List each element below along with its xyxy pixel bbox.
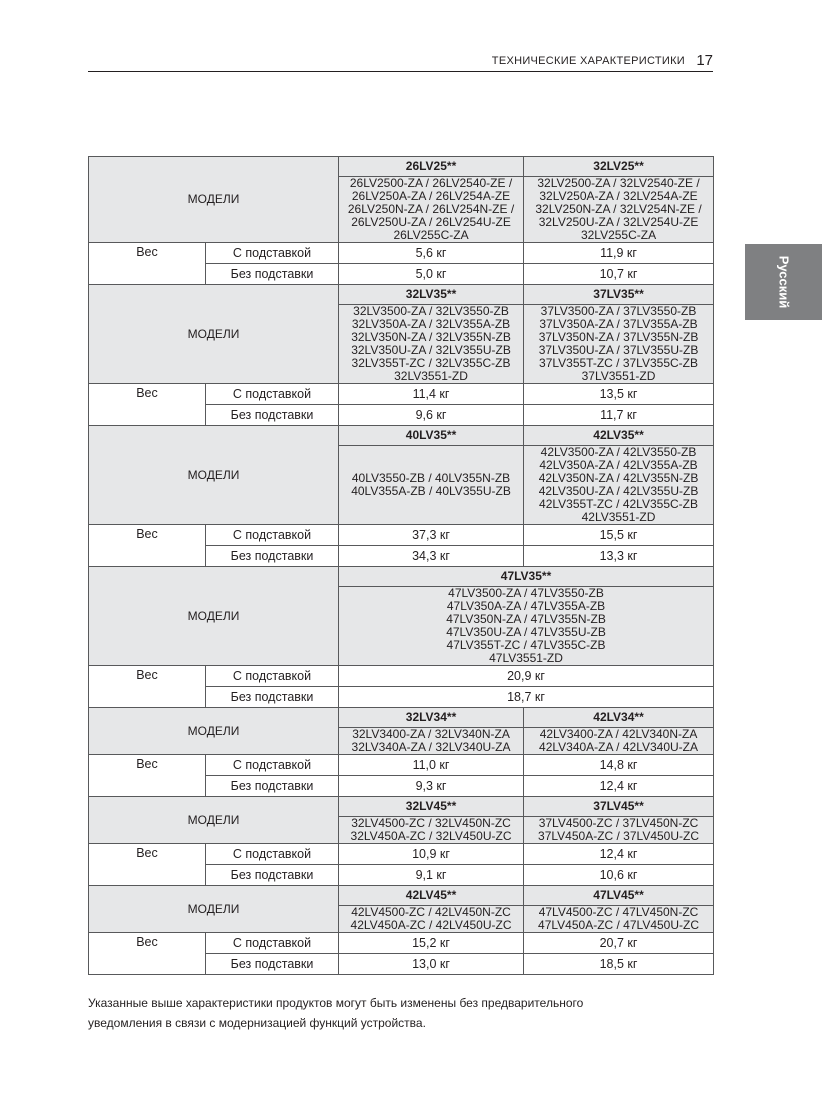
weight-value: 11,7 кг — [524, 405, 714, 426]
weight-value: 13,0 кг — [339, 954, 524, 975]
model-code: 32LV350A-ZA / 32LV355A-ZB — [351, 317, 511, 331]
weight-value: 20,7 кг — [524, 933, 714, 954]
model-list — [524, 305, 714, 384]
model-series-name: 40LV35** — [339, 426, 524, 446]
model-header-row — [89, 886, 714, 906]
with-stand-label: С подставкой — [206, 525, 339, 546]
model-list — [524, 446, 714, 525]
footnote-line: Указанные выше характеристики продуктов могут быть изменены без предварительного — [88, 996, 584, 1010]
model-header-row — [89, 157, 714, 177]
model-code: 42LV3400-ZA / 42LV340N-ZA — [539, 727, 698, 741]
weight-label: Вес — [89, 755, 206, 797]
weight-value: 10,9 кг — [339, 844, 524, 865]
model-code: 26LV250N-ZA / 26LV254N-ZE / — [347, 202, 515, 216]
model-code: 32LV2500-ZA / 32LV2540-ZE / — [537, 176, 700, 190]
weight-row-with-stand — [89, 933, 714, 954]
model-code: 37LV450A-ZC / 37LV450U-ZC — [538, 829, 699, 843]
without-stand-label: Без подставки — [206, 776, 339, 797]
weight-row-with-stand — [89, 525, 714, 546]
weight-row-with-stand — [89, 243, 714, 264]
weight-value: 9,1 кг — [339, 865, 524, 886]
model-code: 47LV350U-ZA / 47LV355U-ZB — [446, 625, 606, 639]
weight-value: 9,3 кг — [339, 776, 524, 797]
model-code: 37LV350N-ZA / 37LV355N-ZB — [538, 330, 699, 344]
model-code: 42LV350A-ZA / 42LV355A-ZB — [539, 458, 698, 472]
model-code: 37LV4500-ZC / 37LV450N-ZC — [538, 816, 699, 830]
models-label: МОДЕЛИ — [89, 567, 339, 666]
model-code: 40LV3550-ZB / 40LV355N-ZB — [351, 471, 511, 485]
without-stand-label: Без подставки — [206, 546, 339, 567]
model-code: 42LV350U-ZA / 42LV355U-ZB — [538, 484, 699, 498]
model-series-name: 26LV25** — [339, 157, 524, 177]
model-header-row — [89, 708, 714, 728]
model-code: 32LV450A-ZC / 32LV450U-ZC — [350, 829, 512, 843]
model-list — [524, 177, 714, 243]
with-stand-label: С подставкой — [206, 384, 339, 405]
without-stand-label: Без подставки — [206, 405, 339, 426]
model-list — [339, 587, 714, 666]
weight-label: Вес — [89, 384, 206, 426]
model-code: 32LV350U-ZA / 32LV355U-ZB — [351, 343, 511, 357]
weight-value: 13,5 кг — [524, 384, 714, 405]
without-stand-label: Без подставки — [206, 954, 339, 975]
model-code: 26LV2500-ZA / 26LV2540-ZE / — [349, 176, 513, 190]
weight-value: 5,0 кг — [339, 264, 524, 285]
model-list — [339, 446, 524, 525]
weight-value: 34,3 кг — [339, 546, 524, 567]
model-code: 37LV355T-ZC / 37LV355C-ZB — [539, 356, 698, 370]
weight-label: Вес — [89, 525, 206, 567]
weight-label: Вес — [89, 933, 206, 975]
weight-value: 20,9 кг — [339, 666, 714, 687]
model-code: 32LV340A-ZA / 32LV340U-ZA — [351, 740, 511, 754]
weight-value: 10,6 кг — [524, 865, 714, 886]
model-header-row — [89, 285, 714, 305]
model-list — [339, 305, 524, 384]
without-stand-label: Без подставки — [206, 687, 339, 708]
model-series-name: 47LV45** — [524, 886, 714, 906]
weight-value: 18,7 кг — [339, 687, 714, 708]
model-series-name: 32LV45** — [339, 797, 524, 817]
model-list — [339, 728, 524, 755]
section-title: ТЕХНИЧЕСКИЕ ХАРАКТЕРИСТИКИ — [491, 55, 685, 67]
model-code: 32LV355T-ZC / 32LV355C-ZB — [351, 356, 511, 370]
weight-row-with-stand — [89, 755, 714, 776]
model-code: 42LV350N-ZA / 42LV355N-ZB — [538, 471, 699, 485]
model-code: 26LV250A-ZA / 26LV254A-ZE — [351, 189, 511, 203]
weight-value: 12,4 кг — [524, 776, 714, 797]
model-code: 32LV4500-ZC / 32LV450N-ZC — [351, 816, 511, 830]
model-code: 32LV3500-ZA / 32LV3550-ZB — [353, 304, 509, 318]
model-series-name: 32LV35** — [339, 285, 524, 305]
model-series-name: 42LV34** — [524, 708, 714, 728]
footnote-line: уведомления в связи с модернизацией функций устройства. — [88, 1016, 426, 1030]
page-number: 17 — [696, 52, 713, 69]
model-list — [339, 817, 524, 844]
without-stand-label: Без подставки — [206, 865, 339, 886]
spec-table — [88, 156, 714, 975]
model-code: 32LV350N-ZA / 32LV355N-ZB — [351, 330, 511, 344]
models-label: МОДЕЛИ — [89, 708, 339, 755]
footnote — [88, 993, 728, 1033]
model-list — [524, 728, 714, 755]
model-list — [524, 817, 714, 844]
model-list — [339, 177, 524, 243]
with-stand-label: С подставкой — [206, 243, 339, 264]
weight-value: 13,3 кг — [524, 546, 714, 567]
model-series-name: 32LV34** — [339, 708, 524, 728]
model-code: 47LV4500-ZC / 47LV450N-ZC — [538, 905, 699, 919]
model-list — [339, 906, 524, 933]
model-series-name: 42LV45** — [339, 886, 524, 906]
model-code: 26LV255C-ZA — [393, 228, 469, 242]
model-code: 47LV3551-ZD — [489, 651, 563, 665]
model-code: 42LV3500-ZA / 42LV3550-ZB — [540, 445, 697, 459]
weight-value: 15,2 кг — [339, 933, 524, 954]
weight-row-with-stand — [89, 384, 714, 405]
weight-value: 18,5 кг — [524, 954, 714, 975]
model-code: 42LV3551-ZD — [581, 510, 656, 524]
model-code: 37LV3551-ZD — [581, 369, 656, 383]
model-code: 47LV3500-ZA / 47LV3550-ZB — [448, 586, 604, 600]
weight-label: Вес — [89, 666, 206, 708]
with-stand-label: С подставкой — [206, 933, 339, 954]
model-series-name: 42LV35** — [524, 426, 714, 446]
weight-value: 11,9 кг — [524, 243, 714, 264]
model-code: 47LV350A-ZA / 47LV355A-ZB — [446, 599, 606, 613]
models-label: МОДЕЛИ — [89, 285, 339, 384]
model-code: 42LV450A-ZC / 42LV450U-ZC — [350, 918, 512, 932]
weight-value: 5,6 кг — [339, 243, 524, 264]
model-code: 32LV250A-ZA / 32LV254A-ZE — [539, 189, 698, 203]
weight-value: 14,8 кг — [524, 755, 714, 776]
weight-label: Вес — [89, 243, 206, 285]
weight-value: 10,7 кг — [524, 264, 714, 285]
model-header-row — [89, 797, 714, 817]
model-code: 42LV4500-ZC / 42LV450N-ZC — [351, 905, 511, 919]
model-series-name: 32LV25** — [524, 157, 714, 177]
weight-value: 11,4 кг — [339, 384, 524, 405]
models-label: МОДЕЛИ — [89, 157, 339, 243]
weight-value: 11,0 кг — [339, 755, 524, 776]
model-series-name: 47LV35** — [339, 567, 714, 587]
weight-row-with-stand — [89, 666, 714, 687]
model-code: 26LV250U-ZA / 26LV254U-ZE — [351, 215, 511, 229]
weight-value: 15,5 кг — [524, 525, 714, 546]
model-list — [524, 906, 714, 933]
model-series-name: 37LV45** — [524, 797, 714, 817]
model-code: 47LV450A-ZC / 47LV450U-ZC — [538, 918, 699, 932]
models-label: МОДЕЛИ — [89, 797, 339, 844]
model-code: 42LV340A-ZA / 42LV340U-ZA — [539, 740, 698, 754]
without-stand-label: Без подставки — [206, 264, 339, 285]
models-label: МОДЕЛИ — [89, 426, 339, 525]
model-code: 32LV3551-ZD — [394, 369, 468, 383]
with-stand-label: С подставкой — [206, 844, 339, 865]
weight-value: 12,4 кг — [524, 844, 714, 865]
model-header-row — [89, 426, 714, 446]
weight-row-with-stand — [89, 844, 714, 865]
model-code: 37LV350A-ZA / 37LV355A-ZB — [539, 317, 698, 331]
with-stand-label: С подставкой — [206, 755, 339, 776]
model-code: 47LV350N-ZA / 47LV355N-ZB — [446, 612, 606, 626]
page-header — [88, 53, 713, 72]
model-code: 37LV350U-ZA / 37LV355U-ZB — [538, 343, 699, 357]
weight-value: 9,6 кг — [339, 405, 524, 426]
weight-label: Вес — [89, 844, 206, 886]
model-code: 40LV355A-ZB / 40LV355U-ZB — [351, 484, 511, 498]
language-tab — [745, 244, 822, 320]
model-code: 32LV3400-ZA / 32LV340N-ZA — [352, 727, 510, 741]
with-stand-label: С подставкой — [206, 666, 339, 687]
model-code: 32LV250N-ZA / 32LV254N-ZE / — [535, 202, 702, 216]
model-header-row — [89, 567, 714, 587]
weight-value: 37,3 кг — [339, 525, 524, 546]
language-tab-label: Русский — [776, 255, 791, 309]
model-code: 47LV355T-ZC / 47LV355C-ZB — [446, 638, 606, 652]
model-code: 32LV255C-ZA — [580, 228, 657, 242]
model-code: 37LV3500-ZA / 37LV3550-ZB — [540, 304, 697, 318]
model-code: 42LV355T-ZC / 42LV355C-ZB — [539, 497, 698, 511]
model-code: 32LV250U-ZA / 32LV254U-ZE — [538, 215, 699, 229]
model-series-name: 37LV35** — [524, 285, 714, 305]
models-label: МОДЕЛИ — [89, 886, 339, 933]
